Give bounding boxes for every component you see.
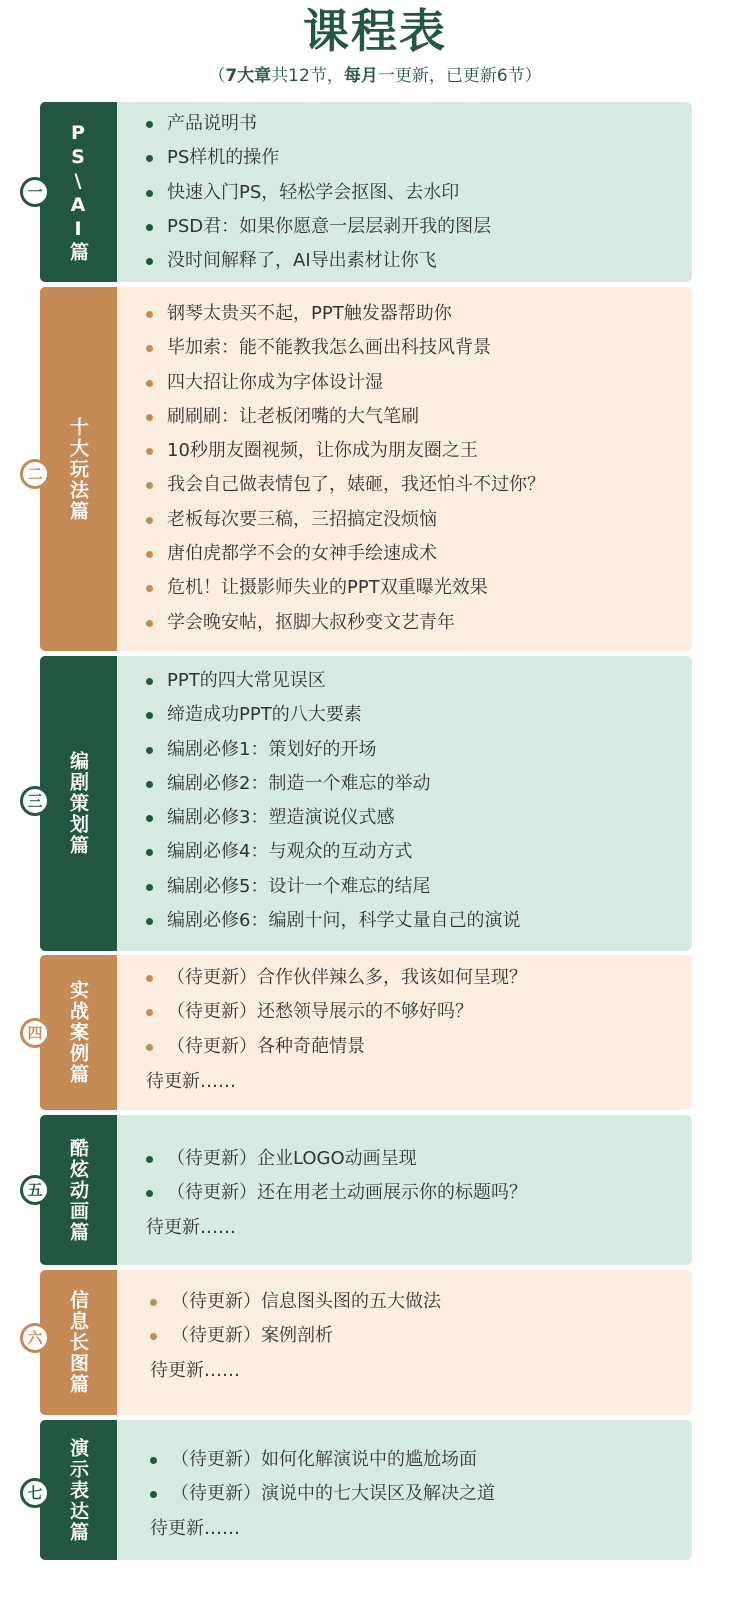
page-subtitle [0,64,750,88]
lesson-item: PS样机的操作 [143,141,491,175]
lesson-list [143,107,491,278]
pending-note: 待更新…… [146,1217,236,1238]
lesson-item: 毕加索：能不能教我怎么画出科技风背景 [143,331,545,365]
section-side-panel [40,1270,117,1415]
lesson-list [143,1142,527,1211]
section-title: 实战案例篇 [67,980,89,1085]
lesson-item: 缔造成功PPT的八大要素 [143,698,520,732]
lesson-item: 编剧必修2：制造一个难忘的举动 [143,767,520,801]
section-side-panel [40,1115,117,1265]
section-ten-tricks [27,287,692,651]
section-script-planning [27,656,692,951]
section-content [117,1420,692,1560]
lesson-item: （待更新）案例剖析 [147,1319,441,1353]
lesson-item: （待更新）信息图头图的五大做法 [147,1285,441,1319]
pending-note: 待更新…… [150,1518,240,1539]
section-title: PS\AI篇 [67,121,89,263]
section-number-badge: 三 [20,786,50,816]
section-title: 信息长图篇 [67,1290,89,1395]
section-side-panel [40,1420,117,1560]
pending-note: 待更新…… [150,1360,240,1381]
section-content [117,955,692,1110]
section-ps-ai [27,102,692,282]
section-side-panel [40,656,117,951]
lesson-list [147,1285,441,1354]
lesson-item: 刷刷刷：让老板闭嘴的大气笔刷 [143,400,545,434]
lesson-item: 产品说明书 [143,107,491,141]
section-side-panel [40,102,117,282]
section-content [117,102,692,282]
section-number-badge: 一 [20,177,50,207]
subtitle-monthly: 每月 [343,66,378,86]
section-number-badge: 五 [20,1175,50,1205]
pending-note: 待更新…… [146,1071,236,1092]
section-content [117,287,692,651]
section-animation [27,1115,692,1265]
section-title: 十大玩法篇 [67,416,89,522]
section-presentation [27,1420,692,1560]
section-content [117,656,692,951]
lesson-item: 编剧必修6：编剧十问，科学丈量自己的演说 [143,904,520,938]
lesson-item: 钢琴太贵买不起，PPT触发器帮助你 [143,297,545,331]
subtitle-lessons: 共12节， [271,66,344,86]
section-side-panel [40,955,117,1110]
lesson-item: 编剧必修4：与观众的互动方式 [143,835,520,869]
section-number-badge: 七 [20,1478,50,1508]
section-side-panel [40,287,117,651]
lesson-item: 四大招让你成为字体设计湿 [143,366,545,400]
lesson-item: （待更新）企业LOGO动画呈现 [143,1142,527,1176]
section-title: 演示表达篇 [67,1437,89,1543]
lesson-item: 学会晚安帖，抠脚大叔秒变文艺青年 [143,606,545,640]
subtitle-chapters: 7大章 [225,66,272,86]
subtitle-open: （ [208,66,226,86]
lesson-item: PSD君：如果你愿意一层层剥开我的图层 [143,210,491,244]
lesson-list [143,664,520,938]
lesson-item: 没时间解释了，AI导出素材让你飞 [143,244,491,278]
section-number-badge: 二 [20,459,50,489]
section-title: 编剧策划篇 [67,751,89,856]
lesson-item: （待更新）如何化解演说中的尴尬场面 [147,1443,495,1477]
lesson-item: （待更新）还在用老土动画展示你的标题吗？ [143,1176,527,1210]
lesson-list [143,297,545,640]
lesson-item: 编剧必修1：策划好的开场 [143,733,520,767]
lesson-item: 10秒朋友圈视频，让你成为朋友圈之王 [143,434,545,468]
section-title: 酷炫动画篇 [67,1137,89,1243]
lesson-item: 唐伯虎都学不会的女神手绘速成术 [143,537,545,571]
section-content [117,1115,692,1265]
lesson-item: PPT的四大常见误区 [143,664,520,698]
lesson-item: 危机！让摄影师失业的PPT双重曝光效果 [143,571,545,605]
lesson-item: （待更新）演说中的七大误区及解决之道 [147,1477,495,1511]
subtitle-updated: 一更新，已更新6节） [377,66,542,86]
lesson-item: 编剧必修3：塑造演说仪式感 [143,801,520,835]
section-infographic [27,1270,692,1415]
section-number-badge: 六 [20,1323,50,1353]
lesson-item: 快速入门PS，轻松学会抠图、去水印 [143,176,491,210]
section-number-badge: 四 [20,1018,50,1048]
lesson-item: 我会自己做表情包了，婊砸，我还怕斗不过你？ [143,468,545,502]
section-case-studies [27,955,692,1110]
page-title: 课程表 [303,4,447,58]
lesson-list [143,961,527,1064]
lesson-item: （待更新）合作伙伴辣么多，我该如何呈现？ [143,961,527,995]
lesson-item: 编剧必修5：设计一个难忘的结尾 [143,870,520,904]
lesson-item: （待更新）还愁领导展示的不够好吗？ [143,995,527,1029]
lesson-item: （待更新）各种奇葩情景 [143,1030,527,1064]
lesson-list [147,1443,495,1512]
section-content [117,1270,692,1415]
lesson-item: 老板每次要三稿，三招搞定没烦恼 [143,503,545,537]
